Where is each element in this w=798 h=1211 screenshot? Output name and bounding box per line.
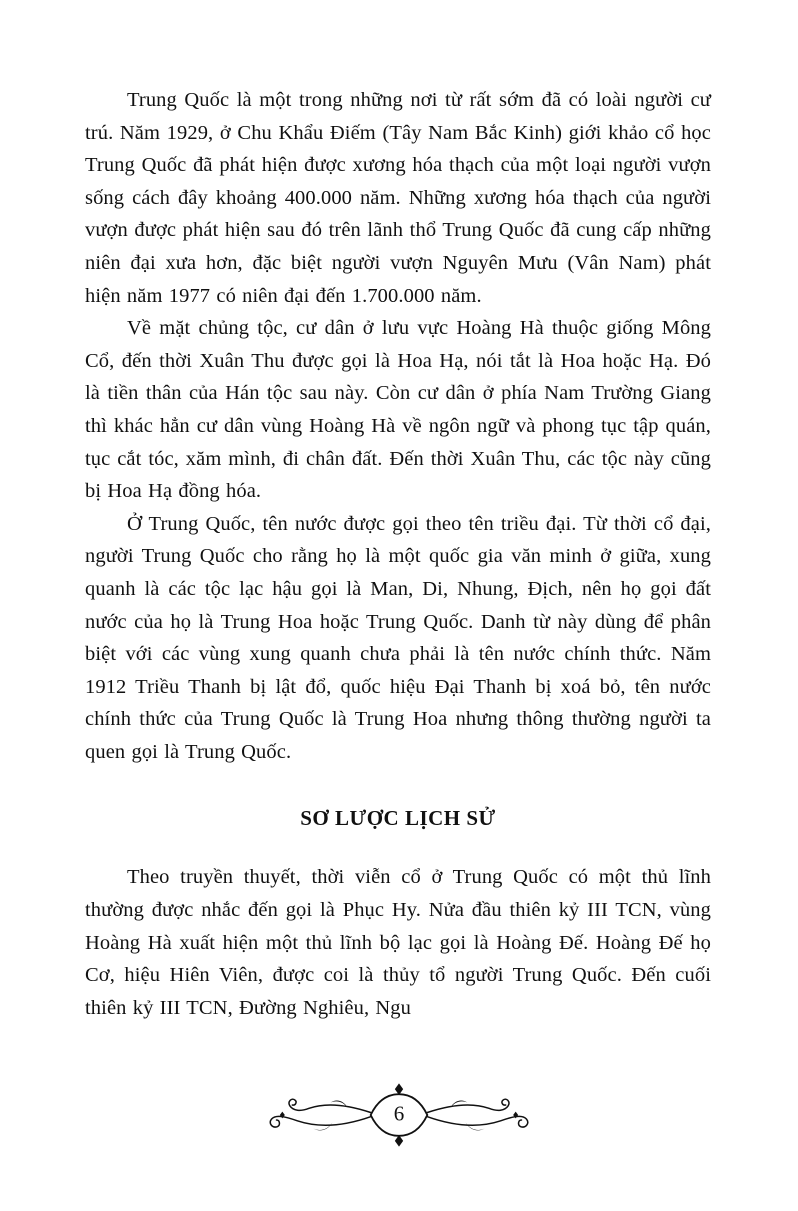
section-heading: SƠ LƯỢC LỊCH SỬ bbox=[300, 806, 496, 831]
paragraph: Trung Quốc là một trong những nơi từ rất sớm đã có loài người cư trú. Năm 1929, ở Chu Khẩu Điếm (Tây Nam Bắc Kinh) giới khảo cổ học Trung Quốc đã phát hiện được xương hóa thạch của một loại người vượn sống cách đây khoảng 400.000 năm. Những xương hóa thạch của người vượn được phát hiện sau đó trên lãnh thổ Trung Quốc đã cung cấp những niên đại xưa hơn, đặc biệt người vượn Nguyên Mưu (Vân Nam) phát hiện năm 1977 có niên đại đến 1.700.000 năm. bbox=[85, 89, 711, 307]
footer-flourish-ornament bbox=[249, 1077, 549, 1153]
page-number: 6 bbox=[393, 1101, 405, 1126]
paragraph: Theo truyền thuyết, thời viễn cổ ở Trung Quốc có một thủ lĩnh thường được nhắc đến gọi là Phục Hy. Nửa đầu thiên kỷ III TCN, vùng Hoàng Hà xuất hiện một thủ lĩnh bộ lạc gọi là Hoàng Đế. Hoàng Đế họ Cơ, hiệu Hiên Viên, được coi là thủy tổ người Trung Quốc. Đến cuối thiên kỷ III TCN, Đường Nghiêu, Ngu bbox=[85, 866, 711, 1019]
paragraph: Ở Trung Quốc, tên nước được gọi theo tên triều đại. Từ thời cổ đại, người Trung Quốc cho rằng họ là một quốc gia văn minh ở giữa, xung quanh là các tộc lạc hậu gọi là Man, Di, Nhung, Địch, nên họ gọi đất nước của họ là Trung Hoa hoặc Trung Quốc. Danh từ này dùng để phân biệt với các vùng xung quanh chưa phải là tên nước chính thức. Năm 1912 Triều Thanh bị lật đổ, quốc hiệu Đại Thanh bị xoá bỏ, tên nước chính thức của Trung Quốc là Trung Hoa nhưng thông thường người ta quen gọi là Trung Quốc. bbox=[85, 512, 711, 763]
paragraph: Về mặt chủng tộc, cư dân ở lưu vực Hoàng Hà thuộc giống Mông Cổ, đến thời Xuân Thu được gọi là Hoa Hạ, nói tắt là Hoa hoặc Hạ. Đó là tiền thân của Hán tộc sau này. Còn cư dân ở phía Nam Trường Giang thì khác hẳn cư dân vùng Hoàng Hà về ngôn ngữ và phong tục tập quán, tục cắt tóc, xăm mình, đi chân đất. Đến thời Xuân Thu, các tộc này cũng bị Hoa Hạ đồng hóa. bbox=[85, 317, 711, 503]
page-footer bbox=[0, 1077, 798, 1153]
